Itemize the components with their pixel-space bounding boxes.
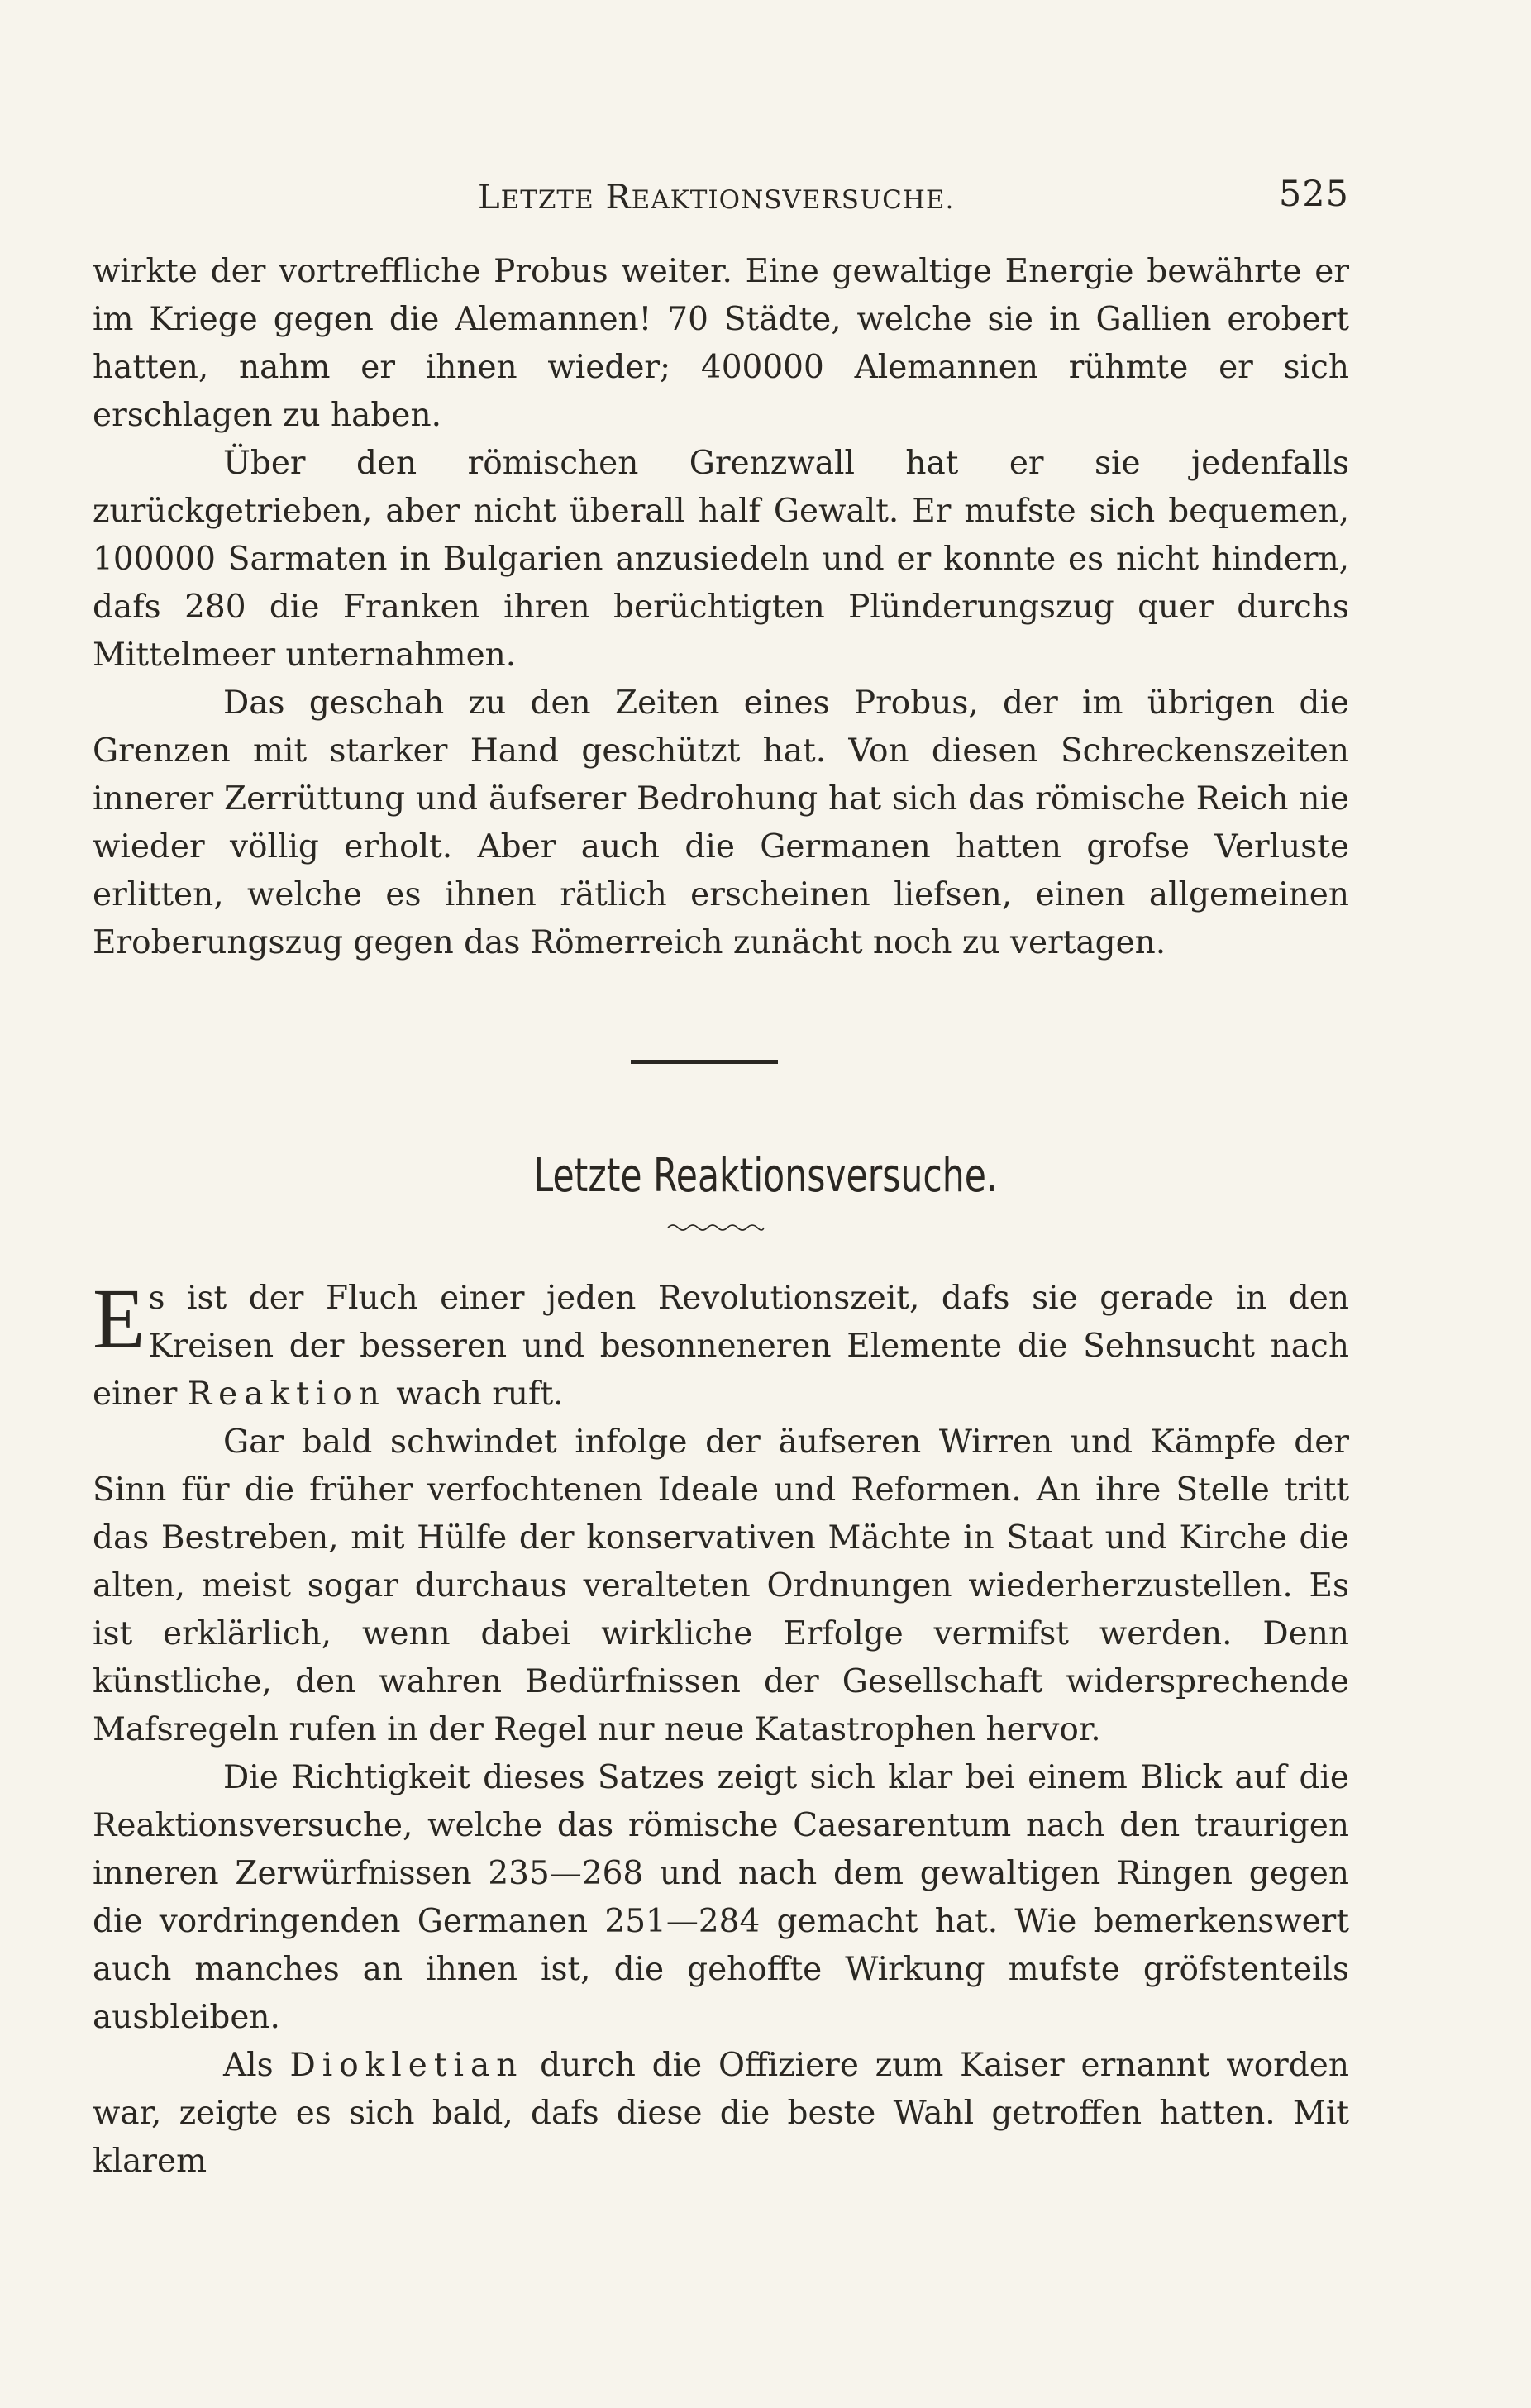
section-paragraph-4-text-a: Als <box>223 2047 274 2084</box>
section-paragraph-3: Die Richtigkeit dieses Satzes zeigt sich klar bei einem Blick auf die Reaktionsversuche, welche das römische Caesarentum nach den traurigen inneren Zerwürfnissen 235—268 und nach dem gewaltigen Ringen gegen die vordringenden Germanen 251—284 gemacht hat. Wie bemerkenswert auch manches an ihnen ist, die gehoffte Wirkung mufste gröfstenteils ausbleiben. <box>93 1759 1349 2036</box>
section-paragraph-1-text-b: wach ruft. <box>396 1376 564 1413</box>
page-number: 525 <box>1278 174 1349 215</box>
section-paragraph-1-text-a: s ist der Fluch einer jeden Revolutionszeit, dafs sie gerade in den Kreisen der besseren und besonneneren Elemente die Sehnsucht nach einer <box>93 1280 1349 1413</box>
paragraph-3: Das geschah zu den Zeiten eines Probus, der im übrigen die Grenzen mit starker Hand geschützt hat. Von diesen Schreckenszeiten innerer Zerrüttung und äufserer Bedrohung hat sich das römische Reich nie wieder völlig erholt. Aber auch die Germanen hatten grofse Verluste erlitten, welche es ihnen rätlich erscheinen liefsen, einen allgemeinen Eroberungszug gegen das Römerreich zunächt noch zu vertagen. <box>93 684 1349 961</box>
drop-cap: E <box>93 1271 145 1366</box>
section-paragraph-4-text-b: durch die Offiziere zum Kaiser ernannt worden war, zeigte es sich bald, dafs diese die beste Wahl getroffen hatten. Mit klarem <box>93 2047 1349 2180</box>
section-divider-rule <box>631 1060 778 1064</box>
paragraph-2: Über den römischen Grenzwall hat er sie jedenfalls zurückgetrieben, aber nicht überall half Gewalt. Er mufste sich bequemen, 100000 Sarmaten in Bulgarien anzusiedeln und er konnte es nicht hindern, dafs 280 die Franken ihren berüchtigten Plünderungszug quer durchs Mittelmeer unternahmen. <box>93 445 1349 674</box>
section-paragraph-4 <box>93 2042 1349 2186</box>
wave-ornament <box>666 1222 766 1233</box>
spaced-word-reaktion: Reaktion <box>187 1376 386 1413</box>
section-paragraph-1 <box>93 1271 1349 1419</box>
section-heading: Letzte Reaktionsversuche. <box>533 1149 998 1203</box>
running-head-rest-1: ETZTE <box>500 185 594 215</box>
body-text-top <box>93 248 1349 967</box>
body-text-section <box>93 1271 1349 2186</box>
section-paragraph-2: Gar bald schwindet infolge der äufseren Wirren und Kämpfe der Sinn für die früher verfochtenen Ideale und Reformen. An ihre Stelle tritt das Bestreben, mit Hülfe der konservativen Mächte in Staat und Kirche die alten, meist sogar durchaus veralteten Ordnungen wiederherzustellen. Es ist erklärlich, wenn dabei wirkliche Erfolge vermifst werden. Denn künstliche, den wahren Bedürfnissen der Gesellschaft widersprechende Mafsregeln rufen in der Regel nur neue Katastrophen hervor. <box>93 1423 1349 1748</box>
running-head <box>93 174 1349 223</box>
running-head-cap-r: R <box>605 179 632 217</box>
spaced-word-diokletian: Diokletian <box>289 2047 524 2084</box>
running-head-title <box>478 179 954 217</box>
running-head-rest-2: EAKTIONSVERSUCHE. <box>631 185 955 215</box>
running-head-cap-l: L <box>478 179 501 217</box>
paragraph-1: wirkte der vortreffliche Probus weiter. Eine gewaltige Energie bewährte er im Kriege gegen die Alemannen! 70 Städte, welche sie in Gallien erobert hatten, nahm er ihnen wieder; 400000 Alemannen rühmte er sich erschlagen zu haben. <box>93 253 1349 434</box>
